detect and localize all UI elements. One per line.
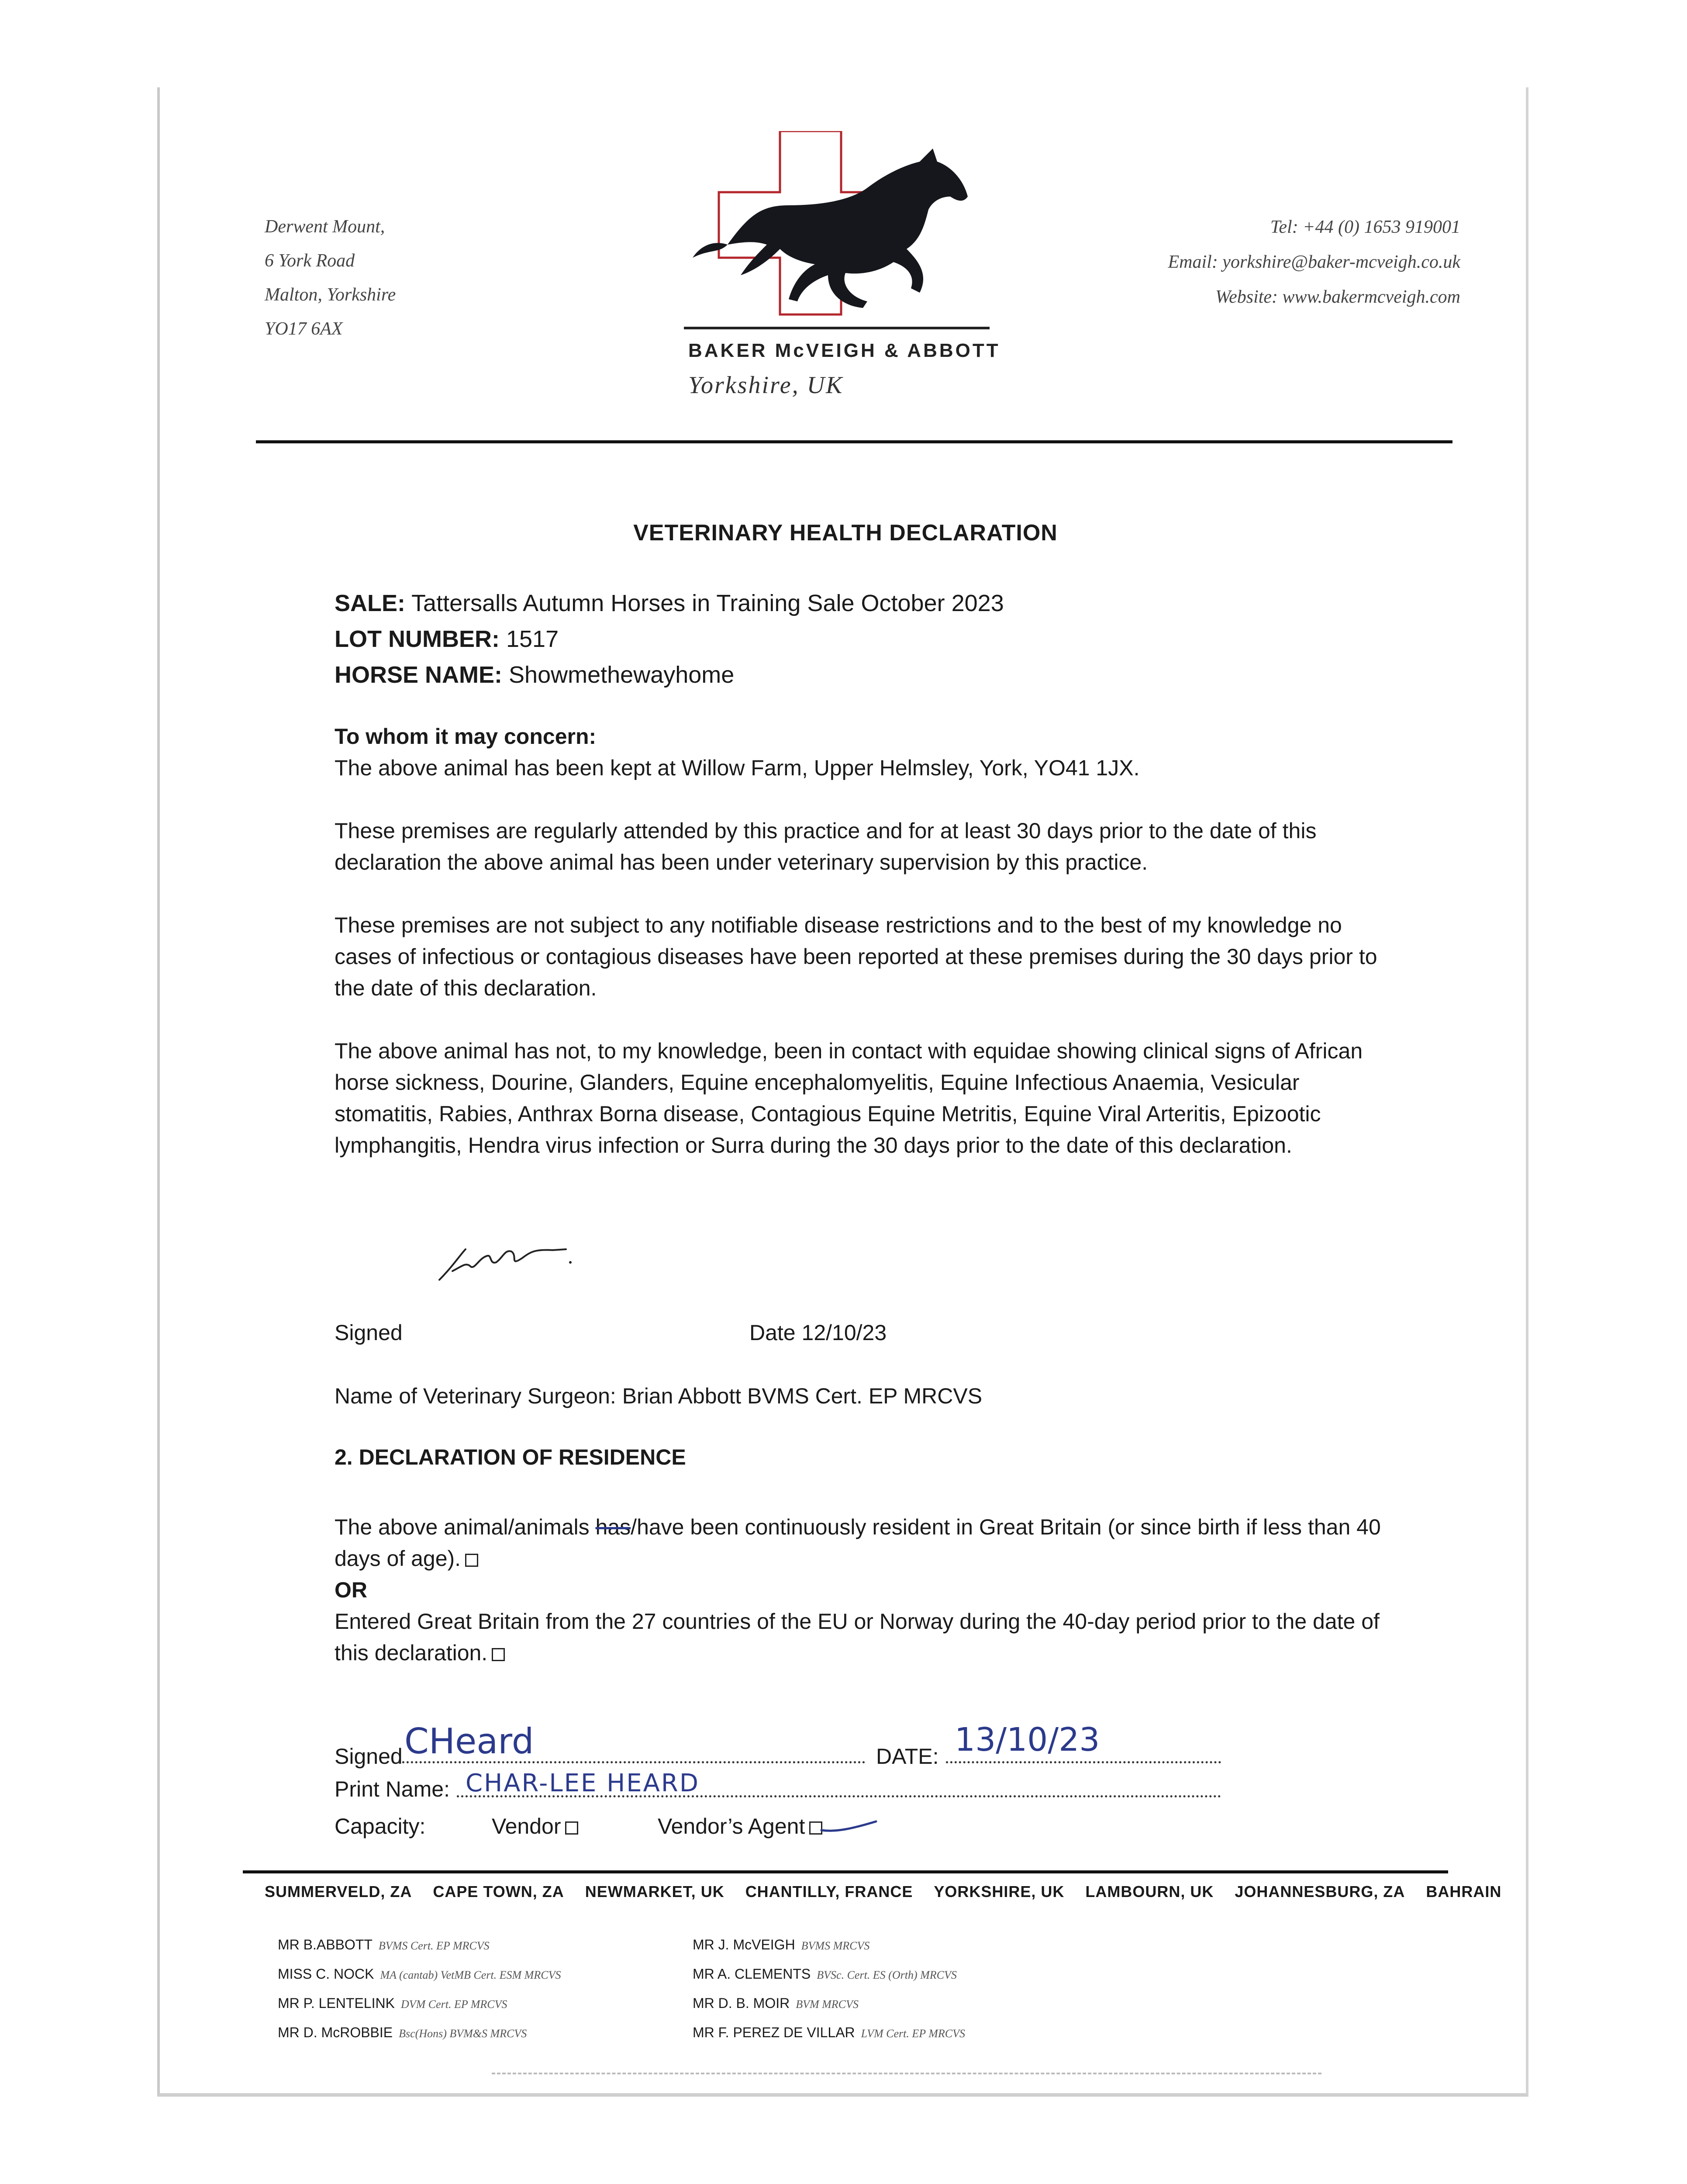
office-location: LAMBOURN, UK bbox=[1085, 1883, 1214, 1901]
staff-quals: BVMS MRCVS bbox=[801, 1939, 870, 1952]
vendor-signed-label: Signed bbox=[335, 1744, 403, 1769]
staff-row bbox=[693, 1989, 965, 2018]
residence-text bbox=[335, 1511, 1404, 1669]
horse-label: HORSE NAME: bbox=[335, 662, 503, 688]
office-location: BAHRAIN bbox=[1426, 1883, 1502, 1901]
lot-label: LOT NUMBER: bbox=[335, 626, 500, 652]
staff-name: MR F. PEREZ DE VILLAR bbox=[693, 2025, 855, 2040]
office-location: YORKSHIRE, UK bbox=[934, 1883, 1065, 1901]
staff-name: MR D. B. MOIR bbox=[693, 1995, 790, 2011]
staff-name: MR P. LENTELINK bbox=[278, 1995, 395, 2011]
staff-quals: BVSc. Cert. ES (Orth) MRCVS bbox=[817, 1969, 957, 1981]
staff-row bbox=[278, 1960, 561, 1989]
staff-row bbox=[278, 1931, 561, 1960]
or-label: OR bbox=[335, 1578, 367, 1602]
staff-row bbox=[693, 1931, 965, 1960]
logo-underline bbox=[684, 327, 990, 329]
eu-entry-statement: Entered Great Britain from the 27 countries of the EU or Norway during the 40-day period prior to the date of this declaration. bbox=[335, 1609, 1380, 1665]
eu-entry-checkbox[interactable] bbox=[492, 1648, 505, 1661]
staff-name: MR J. McVEIGH bbox=[693, 1937, 795, 1952]
vendor-agent-label: Vendor’s Agent bbox=[658, 1814, 805, 1838]
address-line: Malton, Yorkshire bbox=[265, 285, 396, 305]
paragraph-supervision: These premises are regularly attended by this practice and for at least 30 days prior to the date of this declaration the above animal has been under veterinary supervision by this practice. bbox=[335, 819, 1317, 874]
staff-quals: BVM MRCVS bbox=[796, 1998, 859, 2011]
staff-quals: DVM Cert. EP MRCVS bbox=[400, 1998, 507, 2011]
address-line: YO17 6AX bbox=[265, 319, 343, 339]
website-text: Website: www.bakermcveigh.com bbox=[1215, 287, 1460, 307]
horse-and-cross-logo bbox=[675, 131, 990, 323]
phone-text: Tel: +44 (0) 1653 919001 bbox=[1270, 217, 1460, 237]
staff-row bbox=[693, 2018, 965, 2048]
staff-quals: MA (cantab) VetMB Cert. ESM MRCVS bbox=[380, 1969, 561, 1981]
address-line: Derwent Mount, bbox=[265, 217, 385, 237]
staff-row bbox=[278, 1989, 561, 2018]
horse-value: Showmethewayhome bbox=[509, 662, 735, 688]
office-locations bbox=[265, 1883, 1502, 1901]
sale-value: Tattersalls Autumn Horses in Training Sale October 2023 bbox=[411, 590, 1004, 616]
vendor-checkbox[interactable] bbox=[565, 1821, 578, 1835]
printed-name: CHAR-LEE HEARD bbox=[466, 1769, 700, 1797]
office-location: CHANTILLY, FRANCE bbox=[745, 1883, 913, 1901]
lot-value: 1517 bbox=[506, 626, 559, 652]
agent-tick-mark bbox=[819, 1817, 880, 1841]
practice-contact bbox=[1168, 210, 1461, 314]
staff-quals: BVMS Cert. EP MRCVS bbox=[378, 1939, 490, 1952]
declaration-body bbox=[335, 721, 1383, 1161]
sale-label: SALE: bbox=[335, 590, 405, 616]
staff-list-right bbox=[693, 1931, 965, 2048]
lot-row bbox=[335, 621, 1004, 657]
vet-date: Date 12/10/23 bbox=[749, 1320, 887, 1345]
staff-name: MR A. CLEMENTS bbox=[693, 1966, 811, 1982]
paragraph-diseases: The above animal has not, to my knowledge, been in contact with equidae showing clinical signs of African horse sickness, Dourine, Glanders, Equine encephalomyelitis, Equine Infectious Anaemia, Vesicular stomatitis, Rabies, Anthrax Borna disease, Contagious Equine Metritis, Equine Viral Arteritis, Epizootic lymphangitis, Hendra virus infection or Surra during the 30 days prior to the date of this declaration. bbox=[335, 1039, 1363, 1158]
email-text: Email: yorkshire@baker-mcveigh.co.uk bbox=[1168, 252, 1460, 272]
vendor-signature: CHeard bbox=[404, 1721, 534, 1762]
office-location: JOHANNESBURG, ZA bbox=[1235, 1883, 1405, 1901]
sale-details bbox=[335, 585, 1004, 693]
address-line: 6 York Road bbox=[265, 251, 355, 271]
footer-divider bbox=[243, 1870, 1448, 1873]
paragraph-restrictions: These premises are not subject to any notifiable disease restrictions and to the best of my knowledge no cases of infectious or contagious diseases have been reported at these premises during the 30 days prior to the date of this declaration. bbox=[335, 913, 1377, 1000]
residence-statement-start: The above animal/animals bbox=[335, 1515, 596, 1539]
staff-name: MR B.ABBOTT bbox=[278, 1937, 373, 1952]
vendor-date: 13/10/23 bbox=[955, 1721, 1100, 1759]
practice-location: Yorkshire, UK bbox=[688, 372, 844, 399]
practice-address bbox=[265, 210, 396, 346]
staff-name: MR D. McROBBIE bbox=[278, 2025, 393, 2040]
staff-quals: Bsc(Hons) BVM&S MRCVS bbox=[399, 2027, 527, 2040]
faded-footer-line bbox=[492, 2073, 1321, 2074]
residence-checkbox[interactable] bbox=[465, 1554, 478, 1567]
office-location: NEWMARKET, UK bbox=[585, 1883, 724, 1901]
struck-word: has bbox=[595, 1515, 631, 1539]
residence-heading: 2. DECLARATION OF RESIDENCE bbox=[335, 1445, 686, 1469]
staff-list-left bbox=[278, 1931, 561, 2048]
vet-signed-label: Signed bbox=[335, 1320, 403, 1345]
vendor-option[interactable] bbox=[492, 1811, 578, 1842]
staff-quals: LVM Cert. EP MRCVS bbox=[861, 2027, 965, 2040]
date-line bbox=[946, 1761, 1221, 1763]
vendor-agent-option[interactable] bbox=[658, 1811, 822, 1842]
staff-row bbox=[693, 1960, 965, 1989]
sale-row bbox=[335, 585, 1004, 621]
staff-row bbox=[278, 2018, 561, 2048]
vendor-label: Vendor bbox=[492, 1814, 561, 1838]
staff-name: MISS C. NOCK bbox=[278, 1966, 374, 1982]
vendor-date-label: DATE: bbox=[876, 1744, 939, 1769]
capacity-label: Capacity: bbox=[335, 1814, 426, 1838]
print-name-label: Print Name: bbox=[335, 1777, 450, 1801]
vet-signature bbox=[435, 1232, 592, 1291]
paragraph-premises: The above animal has been kept at Willow Farm, Upper Helmsley, York, YO41 1JX. bbox=[335, 756, 1140, 780]
office-location: CAPE TOWN, ZA bbox=[433, 1883, 564, 1901]
declaration-title: VETERINARY HEALTH DECLARATION bbox=[633, 520, 1058, 546]
greeting: To whom it may concern: bbox=[335, 724, 597, 749]
residence-statement-end: /have been continuously resident in Great Britain (or since birth if less than 40 days of age). bbox=[335, 1515, 1381, 1571]
header-divider bbox=[256, 440, 1452, 443]
practice-name: BAKER McVEIGH & ABBOTT bbox=[688, 340, 1000, 361]
surgeon-name: Name of Veterinary Surgeon: Brian Abbott BVMS Cert. EP MRCVS bbox=[335, 1384, 983, 1408]
horse-row bbox=[335, 657, 1004, 693]
document-page bbox=[157, 87, 1528, 2097]
office-location: SUMMERVELD, ZA bbox=[265, 1883, 412, 1901]
